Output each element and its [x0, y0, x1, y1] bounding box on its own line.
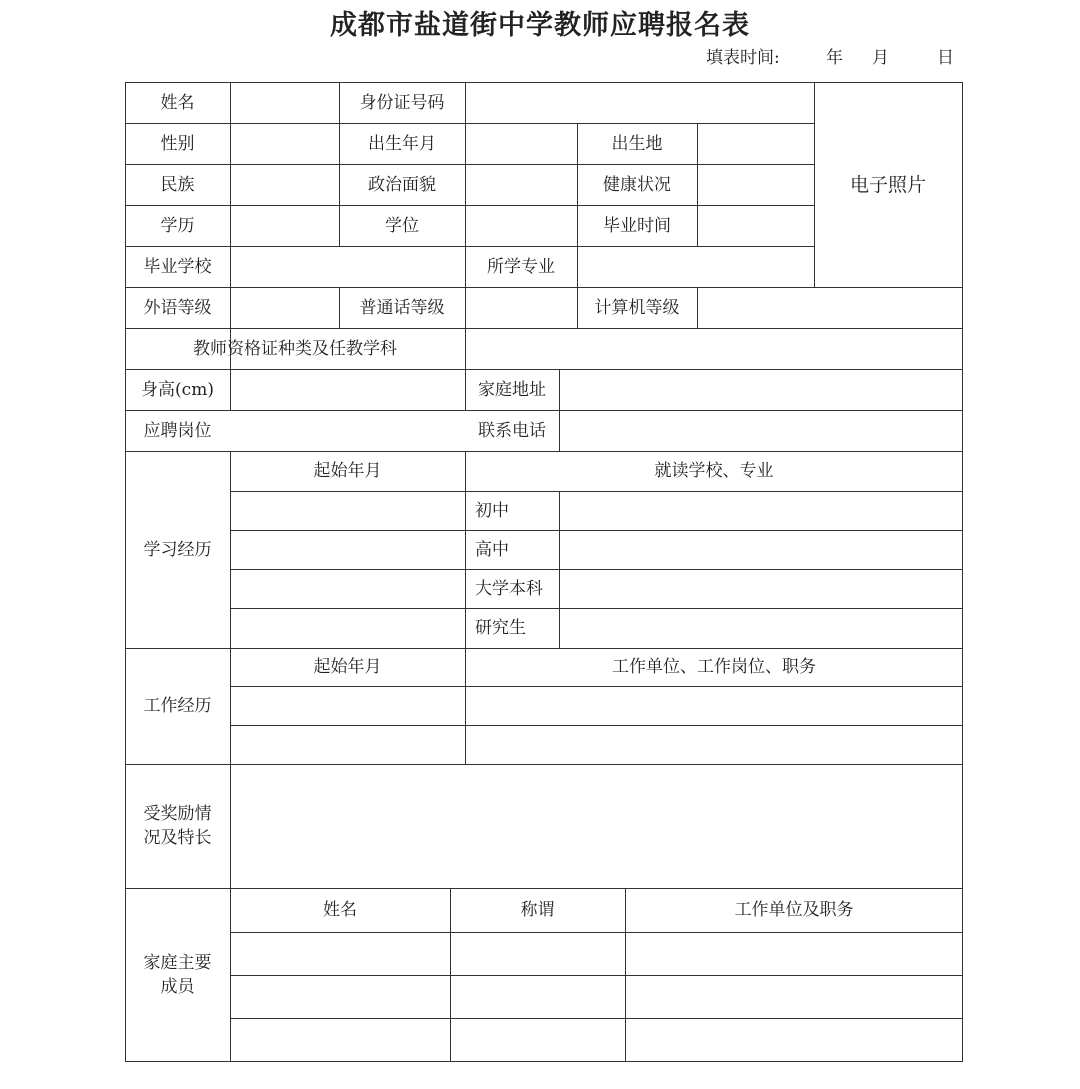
- label-teacher-cert: 教师资格证种类及任教学科: [193, 338, 397, 359]
- label-major: 所学专业: [487, 256, 555, 277]
- label-graduation-school: 毕业学校: [143, 256, 212, 277]
- label-ethnicity: 民族: [160, 174, 195, 195]
- label-work-experience: 工作经历: [143, 696, 212, 716]
- table-rule: [125, 764, 963, 765]
- fill-date: [600, 46, 960, 70]
- table-rule: [230, 932, 963, 933]
- label-awards-line2: 况及特长: [143, 828, 212, 848]
- study-row-label: 大学本科: [475, 578, 543, 599]
- table-rule: [230, 451, 231, 1062]
- fill-date-label: 填表时间:: [706, 48, 780, 68]
- table-rule: [230, 686, 963, 687]
- table-rule: [697, 123, 698, 246]
- label-computer: 计算机等级: [594, 297, 680, 318]
- table-rule: [230, 975, 963, 976]
- label-family-line1: 家庭主要: [143, 953, 212, 973]
- label-health: 健康状况: [603, 174, 671, 195]
- table-rule: [697, 287, 698, 328]
- label-mandarin: 普通话等级: [359, 297, 445, 318]
- table-rule: [559, 491, 560, 648]
- table-rule: [230, 608, 963, 609]
- label-awards: [125, 764, 230, 888]
- table-rule: [230, 491, 963, 492]
- table-rule: [559, 369, 560, 451]
- fill-date-day: 日: [937, 48, 954, 68]
- header-family-relation: 称谓: [520, 900, 555, 920]
- label-birth-date: 出生年月: [368, 133, 436, 154]
- table-border: [125, 1061, 963, 1062]
- label-education: 学历: [160, 215, 195, 236]
- fill-date-year: 年: [826, 48, 843, 68]
- label-study-experience: 学习经历: [143, 539, 212, 560]
- label-height: 身高(cm): [141, 379, 214, 400]
- label-political-status: 政治面貌: [368, 174, 436, 195]
- header-work-start: 起始年月: [313, 657, 382, 677]
- label-name: 姓名: [160, 92, 195, 113]
- application-form-table: [125, 82, 963, 1062]
- label-family: [125, 888, 230, 1062]
- label-foreign-language: 外语等级: [143, 297, 212, 318]
- header-study-school: 就读学校、专业: [654, 461, 774, 481]
- study-row-label: 高中: [475, 539, 509, 560]
- label-home-address: 家庭地址: [478, 379, 546, 400]
- header-family-unit: 工作单位及职务: [734, 900, 854, 920]
- form-title: 成都市盐道街中学教师应聘报名表: [330, 10, 750, 41]
- label-awards-line1: 受奖励情: [143, 804, 212, 824]
- header-work-unit: 工作单位、工作岗位、职务: [612, 657, 816, 677]
- header-study-start: 起始年月: [313, 461, 382, 481]
- label-family-line2: 成员: [160, 977, 195, 997]
- fill-date-month: 月: [872, 48, 889, 68]
- label-degree: 学位: [385, 215, 419, 236]
- label-id-number: 身份证号码: [359, 92, 445, 113]
- header-family-name: 姓名: [323, 900, 357, 920]
- photo-placeholder: 电子照片: [849, 173, 926, 196]
- label-graduation-time: 毕业时间: [603, 215, 671, 236]
- study-row-label: 初中: [475, 500, 509, 521]
- table-rule: [230, 569, 963, 570]
- label-position: 应聘岗位: [143, 420, 212, 441]
- table-rule: [230, 530, 963, 531]
- study-row-label: 研究生: [475, 618, 526, 638]
- label-gender: 性别: [160, 133, 195, 154]
- table-rule: [125, 287, 963, 288]
- table-rule: [230, 1018, 963, 1019]
- table-rule: [230, 725, 963, 726]
- label-birthplace: 出生地: [611, 133, 663, 154]
- label-phone: 联系电话: [478, 420, 546, 441]
